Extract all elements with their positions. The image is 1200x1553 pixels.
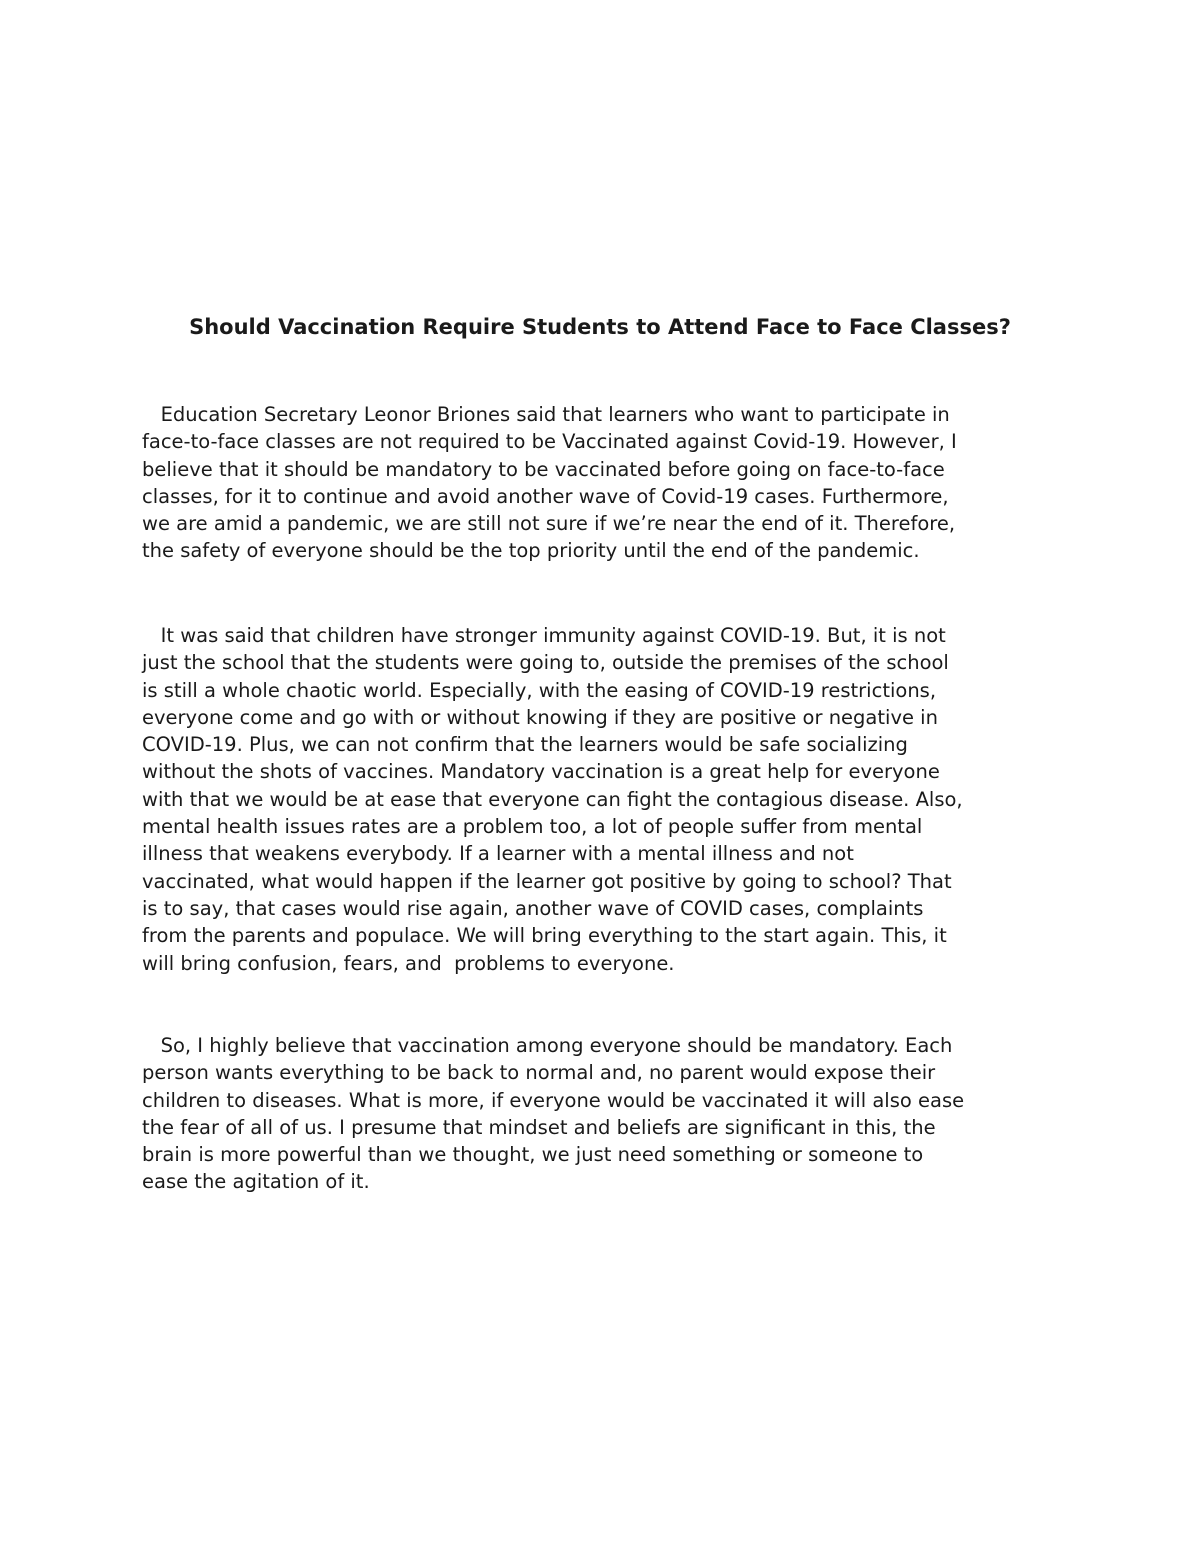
paragraph-line: illness that weakens everybody. If a learner with a mental illness and not <box>142 842 854 866</box>
paragraph-line: brain is more powerful than we thought, we just need something or someone to <box>142 1143 924 1167</box>
paragraph-line: will bring confusion, fears, and problems to everyone. <box>142 951 675 975</box>
document-title: Should Vaccination Require Students to Attend Face to Face Classes? <box>189 315 1011 339</box>
paragraph-line: It was said that children have stronger immunity against COVID-19. But, it is not <box>142 624 946 647</box>
paragraph-3 <box>142 1032 1062 1196</box>
paragraph-line: the fear of all of us. I presume that mindset and beliefs are significant in this, the <box>142 1115 936 1139</box>
paragraph-line: from the parents and populace. We will bring everything to the start again. This, it <box>142 924 947 948</box>
paragraph-line: with that we would be at ease that everyone can fight the contagious disease. Also, <box>142 787 963 811</box>
paragraph-line: classes, for it to continue and avoid another wave of Covid-19 cases. Furthermore, <box>142 484 949 508</box>
paragraph-line: vaccinated, what would happen if the learner got positive by going to school? That <box>142 869 952 893</box>
paragraph-line: face-to-face classes are not required to be Vaccinated against Covid-19. However, I <box>142 430 957 454</box>
paragraph-line: we are amid a pandemic, we are still not sure if we’re near the end of it. Therefore, <box>142 512 956 536</box>
paragraph-line: the safety of everyone should be the top priority until the end of the pandemic. <box>142 539 920 563</box>
paragraph-line: person wants everything to be back to normal and, no parent would expose their <box>142 1061 936 1085</box>
paragraph-line: is still a whole chaotic world. Especially, with the easing of COVID-19 restrictions, <box>142 678 937 702</box>
paragraph-1 <box>142 401 1062 565</box>
paragraph-line: just the school that the students were going to, outside the premises of the school <box>142 651 949 675</box>
paragraph-line: So, I highly believe that vaccination among everyone should be mandatory. Each <box>142 1034 953 1057</box>
paragraph-line: COVID-19. Plus, we can not confirm that the learners would be safe socializing <box>142 733 908 757</box>
paragraph-line: children to diseases. What is more, if everyone would be vaccinated it will also ease <box>142 1088 965 1112</box>
paragraph-line: without the shots of vaccines. Mandatory vaccination is a great help for everyone <box>142 760 940 784</box>
paragraph-line: believe that it should be mandatory to be vaccinated before going on face-to-face <box>142 457 945 481</box>
paragraph-line: mental health issues rates are a problem too, a lot of people suffer from mental <box>142 815 923 839</box>
paragraph-line: is to say, that cases would rise again, another wave of COVID cases, complaints <box>142 896 924 920</box>
paragraph-2 <box>142 622 1062 977</box>
paragraph-line: ease the agitation of it. <box>142 1170 370 1194</box>
paragraph-line: Education Secretary Leonor Briones said that learners who want to participate in <box>142 403 950 426</box>
paragraph-line: everyone come and go with or without knowing if they are positive or negative in <box>142 705 938 729</box>
